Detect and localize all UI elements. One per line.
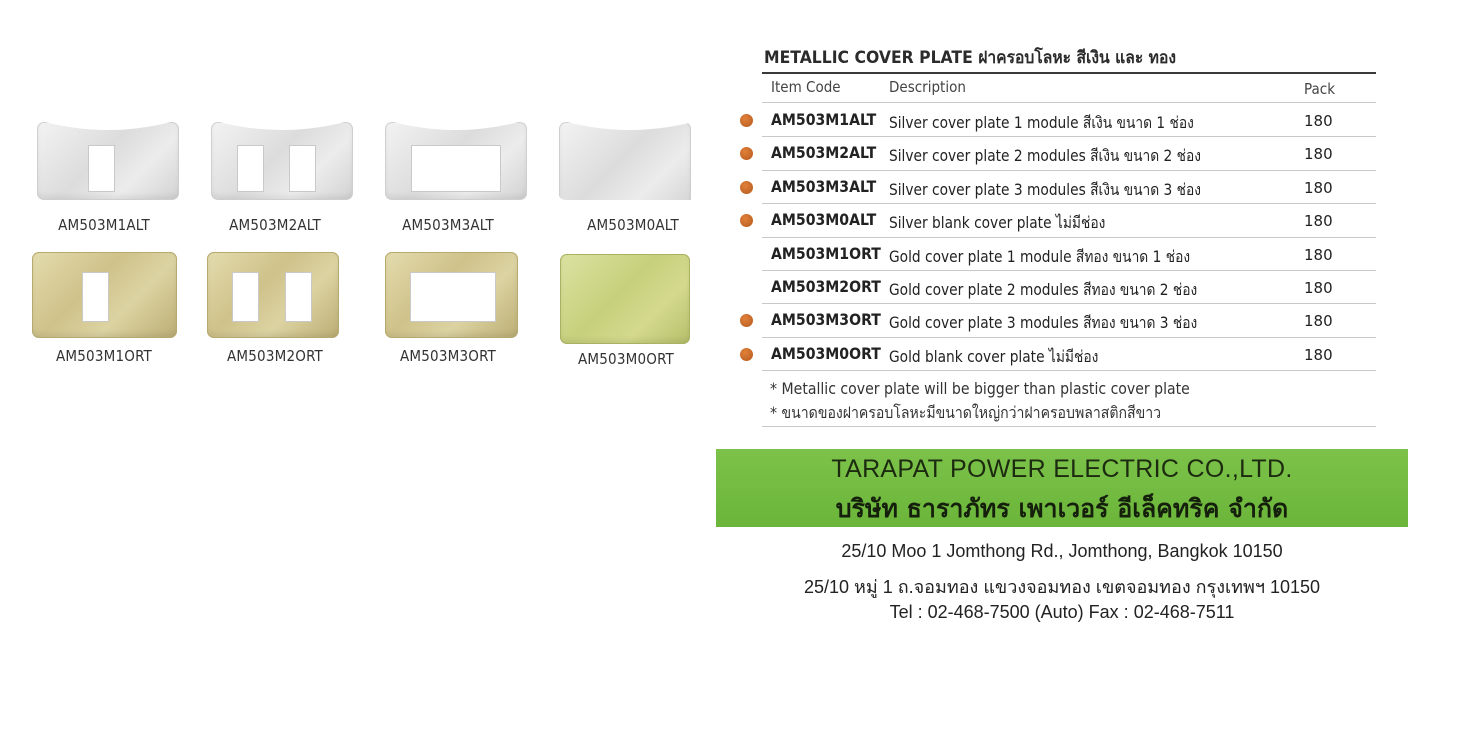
description-cell: Silver cover plate 3 modules สีเงิน ขนาด 3 ช่อง bbox=[889, 179, 1202, 199]
bullet-dot-icon bbox=[740, 147, 753, 160]
module-opening bbox=[289, 145, 316, 192]
module-opening bbox=[411, 145, 501, 192]
item-code-cell: AM503M1ALT bbox=[771, 110, 877, 129]
table-row bbox=[740, 171, 1380, 204]
bullet-dot-icon bbox=[740, 314, 753, 327]
product-label: AM503M2ORT bbox=[227, 347, 323, 365]
table-row bbox=[740, 137, 1380, 170]
header-pack: Pack bbox=[1304, 80, 1336, 98]
item-code-cell: AM503M2ALT bbox=[771, 143, 877, 163]
module-opening bbox=[82, 272, 109, 322]
bullet-dot-icon bbox=[740, 181, 753, 194]
pack-cell: 180 bbox=[1304, 145, 1333, 164]
module-opening bbox=[410, 272, 496, 322]
pack-cell: 180 bbox=[1304, 212, 1333, 231]
product-image-am503m2ort bbox=[207, 252, 339, 338]
item-code-cell: AM503M3ORT bbox=[771, 310, 881, 330]
product-label: AM503M1ORT bbox=[56, 347, 152, 365]
address-th: 25/10 หมู่ 1 ถ.จอมทอง แขวงจอมทอง เขตจอมทอง กรุงเทพฯ 10150 bbox=[803, 577, 1321, 597]
description-cell: Gold cover plate 1 module สีทอง ขนาด 1 ช่อง bbox=[889, 246, 1191, 266]
module-opening bbox=[88, 145, 115, 192]
product-label: AM503M3ALT bbox=[402, 216, 494, 234]
company-name-en: TARAPAT POWER ELECTRIC CO.,LTD. bbox=[831, 455, 1293, 483]
table-row bbox=[740, 271, 1380, 304]
product-image-am503m2alt bbox=[211, 122, 353, 200]
table-row bbox=[740, 204, 1380, 237]
description-cell: Silver cover plate 1 module สีเงิน ขนาด 1 ช่อง bbox=[889, 113, 1194, 132]
table-row bbox=[740, 338, 1380, 371]
product-image-am503m1alt bbox=[37, 122, 179, 200]
item-code-cell: AM503M0ORT bbox=[771, 343, 881, 363]
product-label: AM503M1ALT bbox=[58, 216, 150, 234]
table-row bbox=[740, 238, 1380, 271]
table-top-rule bbox=[762, 72, 1376, 74]
header-item-code: Item Code bbox=[771, 78, 841, 96]
description-cell: Silver cover plate 2 modules สีเงิน ขนาด 2 ช่อง bbox=[889, 146, 1202, 166]
description-cell: Gold blank cover plate ไม่มีช่อง bbox=[889, 346, 1099, 366]
pack-cell: 180 bbox=[1304, 112, 1333, 130]
company-banner bbox=[716, 449, 1408, 527]
product-label: AM503M3ORT bbox=[400, 347, 496, 365]
table-row bbox=[740, 104, 1380, 137]
table-title: METALLIC COVER PLATE ฝาครอบโลหะ สีเงิน และ ทอง bbox=[764, 48, 1177, 68]
table-row bbox=[740, 304, 1380, 337]
bullet-dot-icon bbox=[740, 214, 753, 227]
module-opening bbox=[285, 272, 312, 322]
pack-cell: 180 bbox=[1304, 178, 1333, 197]
item-code-cell: AM503M1ORT bbox=[771, 243, 881, 263]
bullet-dot-icon bbox=[740, 348, 753, 361]
note-line: * ขนาดของฝาครอบโลหะมีขนาดใหญ่กว่าฝาครอบพลาสติกสีขาว bbox=[770, 403, 1162, 422]
header-rule bbox=[762, 102, 1376, 103]
description-cell: Gold cover plate 2 modules สีทอง ขนาด 2 ช่อง bbox=[889, 280, 1198, 299]
row-divider bbox=[762, 370, 1376, 371]
pack-cell: 180 bbox=[1304, 345, 1333, 364]
product-image-am503m1ort bbox=[32, 252, 177, 338]
product-image-am503m0ort bbox=[560, 254, 690, 344]
product-image-am503m0alt bbox=[559, 122, 691, 212]
item-code-cell: AM503M3ALT bbox=[771, 176, 877, 196]
description-cell: Gold cover plate 3 modules สีทอง ขนาด 3 ช่อง bbox=[889, 313, 1198, 333]
product-label: AM503M0ORT bbox=[578, 350, 674, 368]
bullet-dot-icon bbox=[740, 114, 753, 127]
product-image-am503m3ort bbox=[385, 252, 518, 338]
contact-line: Tel : 02-468-7500 (Auto) Fax : 02-468-7511 bbox=[889, 602, 1235, 622]
company-name-th: บริษัท ธาราภัทร เพาเวอร์ อีเล็คทริค จำกัด bbox=[835, 494, 1289, 523]
item-code-cell: AM503M0ALT bbox=[771, 210, 877, 230]
pack-cell: 180 bbox=[1304, 279, 1333, 297]
notes-rule bbox=[762, 426, 1376, 427]
pack-cell: 180 bbox=[1304, 245, 1333, 264]
description-cell: Silver blank cover plate ไม่มีช่อง bbox=[889, 213, 1106, 233]
module-opening bbox=[237, 145, 264, 192]
note-line: * Metallic cover plate will be bigger than plastic cover plate bbox=[770, 379, 1190, 398]
header-description: Description bbox=[889, 78, 966, 96]
product-label: AM503M2ALT bbox=[229, 216, 321, 234]
product-image-am503m3alt bbox=[385, 122, 527, 200]
product-label: AM503M0ALT bbox=[587, 216, 679, 234]
module-opening bbox=[232, 272, 259, 322]
item-code-cell: AM503M2ORT bbox=[771, 277, 881, 296]
address-en: 25/10 Moo 1 Jomthong Rd., Jomthong, Bangkok 10150 bbox=[841, 541, 1283, 561]
pack-cell: 180 bbox=[1304, 312, 1333, 331]
